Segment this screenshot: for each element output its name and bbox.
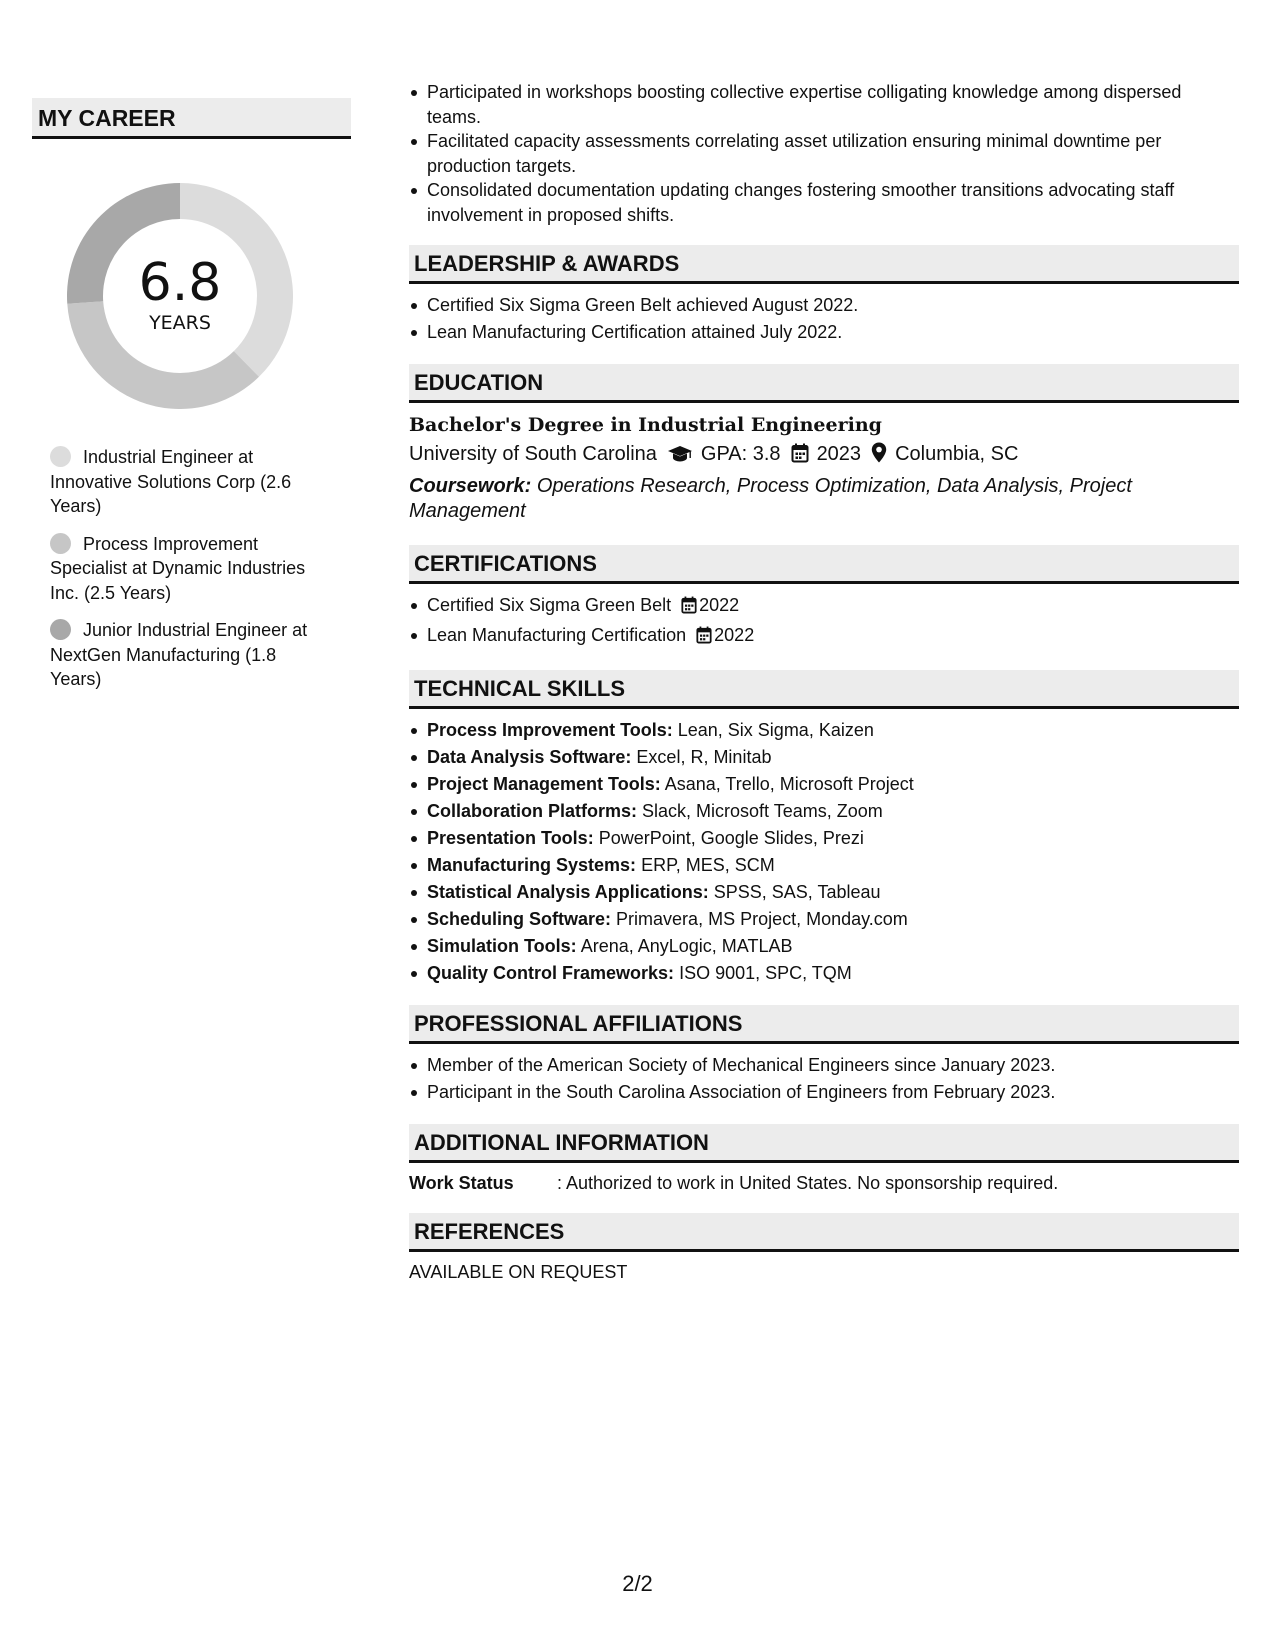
certifications-heading: CERTIFICATIONS xyxy=(409,545,1239,584)
skill-item xyxy=(427,960,1239,987)
skill-values: Lean, Six Sigma, Kaizen xyxy=(677,720,874,740)
career-heading: MY CAREER xyxy=(32,98,351,139)
work-status-value: : Authorized to work in United States. No sponsorship required. xyxy=(557,1173,1059,1193)
skill-category: Scheduling Software: xyxy=(427,909,612,929)
references-text: AVAILABLE ON REQUEST xyxy=(409,1262,628,1282)
skill-values: Excel, R, Minitab xyxy=(636,747,772,767)
experience-bullet: Participated in workshops boosting collective expertise colligating knowledge among dispersed teams. xyxy=(427,80,1239,129)
calendar-icon xyxy=(681,595,697,622)
skill-values: ISO 9001, SPC, TQM xyxy=(679,963,852,983)
education-location: Columbia, SC xyxy=(895,443,1019,465)
leadership-item: Lean Manufacturing Certification attained July 2022. xyxy=(427,319,1239,346)
certifications-list xyxy=(409,592,1239,652)
career-donut-chart xyxy=(67,183,293,409)
experience-bullet: Consolidated documentation updating changes fostering smoother transitions advocating staff involvement in proposed shifts. xyxy=(427,178,1239,227)
legend-dot xyxy=(50,533,71,554)
career-total-value: 6.8 xyxy=(138,253,222,313)
education-heading: EDUCATION xyxy=(409,364,1239,403)
leadership-heading: LEADERSHIP & AWARDS xyxy=(409,245,1239,284)
affiliations-heading: PROFESSIONAL AFFILIATIONS xyxy=(409,1005,1239,1044)
skill-item xyxy=(427,771,1239,798)
additional-info-heading: ADDITIONAL INFORMATION xyxy=(409,1124,1239,1163)
legend-dot xyxy=(50,446,71,467)
skill-category: Data Analysis Software: xyxy=(427,747,632,767)
skills-list xyxy=(409,717,1239,987)
skill-values: PowerPoint, Google Slides, Prezi xyxy=(598,828,864,848)
skill-item xyxy=(427,852,1239,879)
skill-item xyxy=(427,825,1239,852)
skill-values: Asana, Trello, Microsoft Project xyxy=(664,774,914,794)
education-degree: Bachelor's Degree in Industrial Engineering xyxy=(409,414,882,436)
skill-values: ERP, MES, SCM xyxy=(641,855,775,875)
skill-item xyxy=(427,933,1239,960)
leadership-list xyxy=(409,292,1239,346)
coursework-value: Operations Research, Process Optimization, Data Analysis, Project Management xyxy=(409,475,1132,522)
skill-category: Simulation Tools: xyxy=(427,936,577,956)
donut-center xyxy=(67,255,293,335)
certification-year: 2022 xyxy=(714,625,755,645)
skill-item xyxy=(427,717,1239,744)
calendar-icon xyxy=(791,442,809,472)
work-status-row xyxy=(409,1171,1239,1195)
skill-item xyxy=(427,906,1239,933)
skill-category: Presentation Tools: xyxy=(427,828,594,848)
skill-values: Arena, AnyLogic, MATLAB xyxy=(580,936,793,956)
skill-category: Manufacturing Systems: xyxy=(427,855,637,875)
skill-item xyxy=(427,744,1239,771)
legend-item xyxy=(50,532,330,606)
education-details xyxy=(409,439,1239,472)
resume-main xyxy=(409,80,1239,1284)
skill-category: Statistical Analysis Applications: xyxy=(427,882,709,902)
legend-label: Industrial Engineer at Innovative Solutions Corp (2.6 Years) xyxy=(50,447,292,516)
legend-label: Junior Industrial Engineer at NextGen Manufacturing (1.8 Years) xyxy=(50,620,308,689)
legend-dot xyxy=(50,619,71,640)
education-coursework xyxy=(409,474,1239,523)
certification-item xyxy=(427,622,1239,652)
skill-category: Quality Control Frameworks: xyxy=(427,963,675,983)
education-year: 2023 xyxy=(816,443,862,465)
legend-label: Process Improvement Specialist at Dynamic Industries Inc. (2.5 Years) xyxy=(50,533,306,603)
graduation-cap-icon xyxy=(667,442,693,472)
affiliations-list xyxy=(409,1052,1239,1106)
certification-year: 2022 xyxy=(699,595,740,615)
legend-item xyxy=(50,445,330,519)
work-status-label: Work Status xyxy=(409,1173,514,1193)
skill-values: SPSS, SAS, Tableau xyxy=(713,882,881,902)
calendar-icon xyxy=(696,625,712,652)
career-total-unit: YEARS xyxy=(149,312,211,334)
education-school: University of South Carolina xyxy=(409,443,657,465)
skill-values: Slack, Microsoft Teams, Zoom xyxy=(642,801,883,821)
skill-values: Primavera, MS Project, Monday.com xyxy=(616,909,908,929)
education-gpa: GPA: 3.8 xyxy=(700,443,781,465)
coursework-label: Coursework: xyxy=(409,475,532,497)
certification-name: Lean Manufacturing Certification xyxy=(427,625,687,645)
page-number: 2/2 xyxy=(622,1571,653,1596)
affiliation-item: Participant in the South Carolina Association of Engineers from February 2023. xyxy=(427,1079,1239,1106)
certification-name: Certified Six Sigma Green Belt xyxy=(427,595,672,615)
skill-item xyxy=(427,798,1239,825)
skills-heading: TECHNICAL SKILLS xyxy=(409,670,1239,709)
skill-category: Process Improvement Tools: xyxy=(427,720,673,740)
references-heading: REFERENCES xyxy=(409,1213,1239,1252)
skill-category: Collaboration Platforms: xyxy=(427,801,638,821)
legend-item xyxy=(50,618,330,692)
career-sidebar xyxy=(32,98,351,705)
leadership-item: Certified Six Sigma Green Belt achieved August 2022. xyxy=(427,292,1239,319)
skill-category: Project Management Tools: xyxy=(427,774,661,794)
certification-item xyxy=(427,592,1239,622)
affiliation-item: Member of the American Society of Mechanical Engineers since January 2023. xyxy=(427,1052,1239,1079)
map-pin-icon xyxy=(871,442,887,472)
career-legend xyxy=(50,445,330,692)
experience-bullets xyxy=(409,80,1239,227)
experience-bullet: Facilitated capacity assessments correlating asset utilization ensuring minimal downtime per production targets. xyxy=(427,129,1239,178)
skill-item xyxy=(427,879,1239,906)
